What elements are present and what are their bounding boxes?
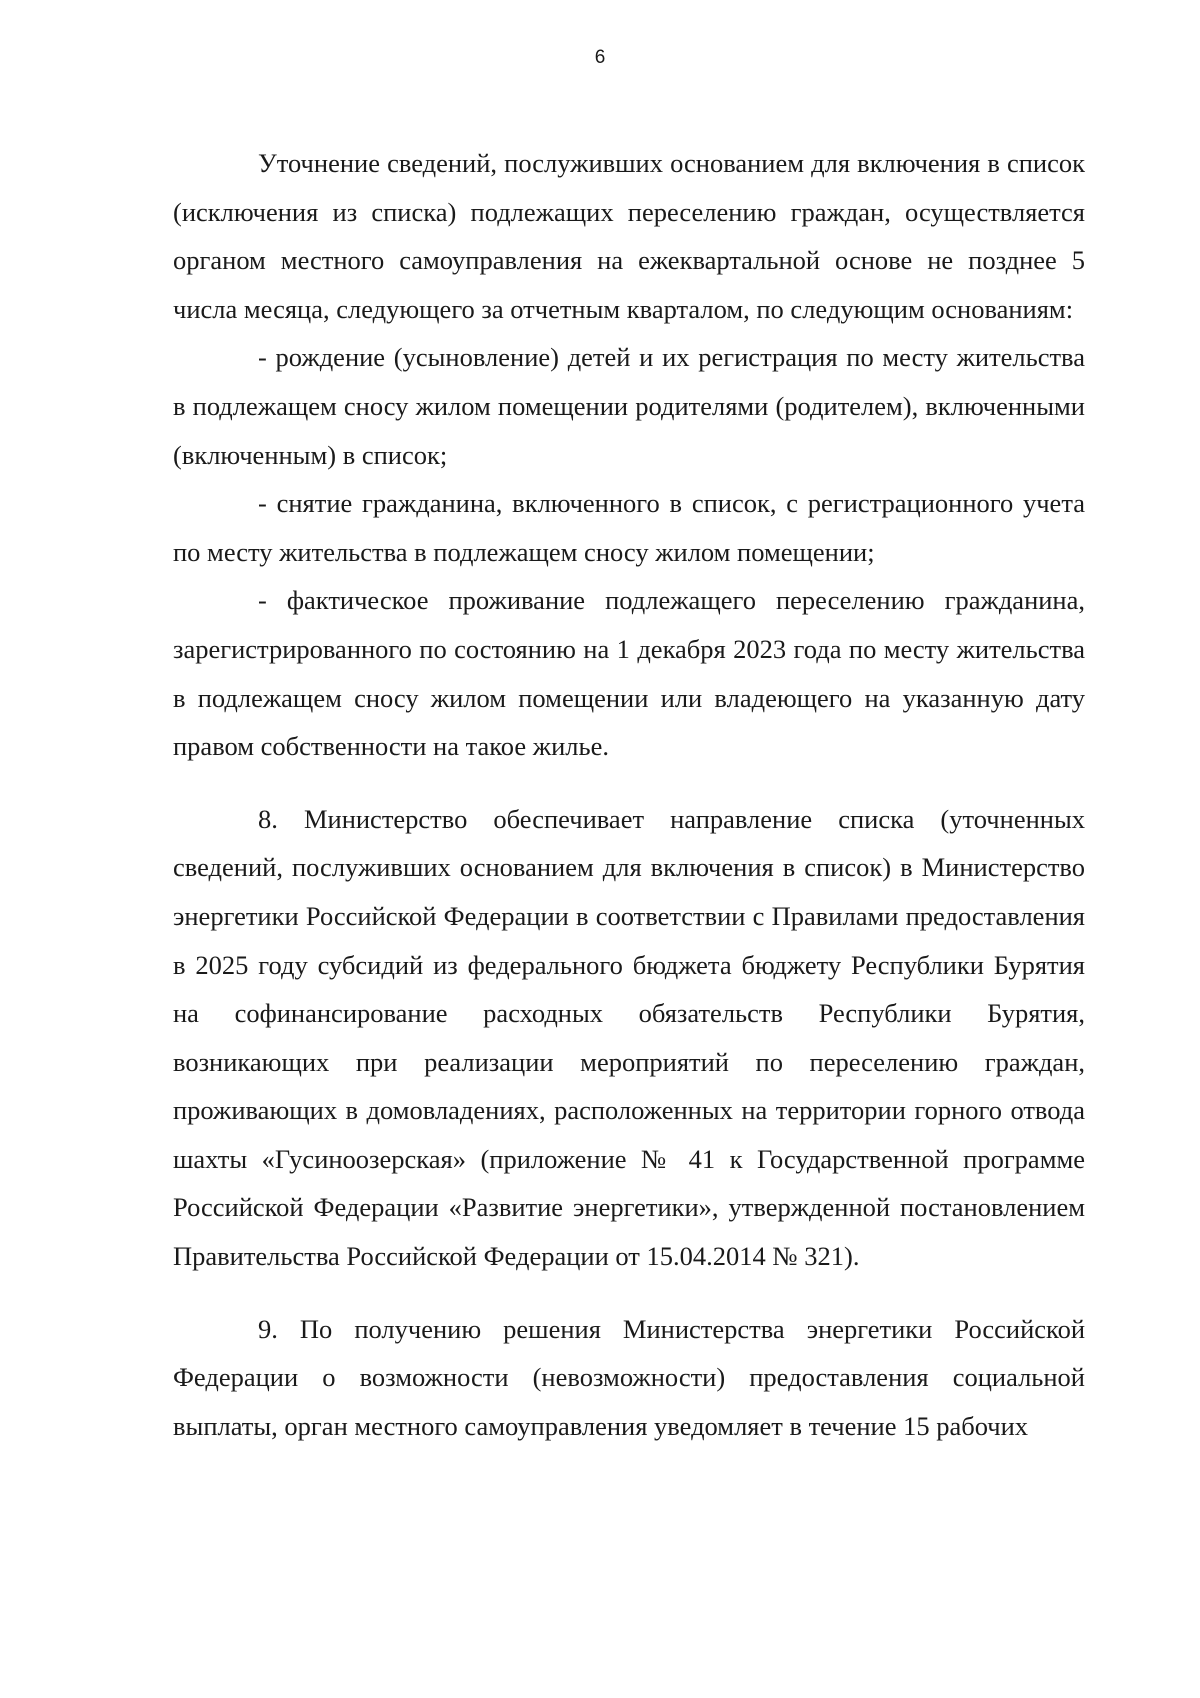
paragraph-section-8: 8. Министерство обеспечивает направление списка (уточненных сведений, послуживших основанием для включения в список) в Министерство энергетики Российской Федерации в соответствии с Правилами предоставления в 2025 году субсидий из федерального бюджета бюджету Республики Бурятия на софинансирование расходных обязательств Республики Бурятия, возникающих при реализации мероприятий по переселению граждан, проживающих в домовладениях, расположенных на территории горного отвода шахты «Гусиноозерская» (приложение № 41 к Государственной программе Российской Федерации «Развитие энергетики», утвержденной постановлением Правительства Российской Федерации от 15.04.2014 № 321). (173, 803, 1085, 1272)
paragraph-item-actual-residence: - фактическое проживание подлежащего переселению гражданина, зарегистрированного по состоянию на 1 декабря 2023 года по месту жительства в подлежащем сносу жилом помещении или владеющего на указанную дату правом собственности на такое жилье. (173, 585, 1085, 762)
paragraph-item-birth-adoption: - рождение (усыновление) детей и их регистрация по месту жительства в подлежащем сносу жилом помещении родителями (родителем), включенными (включенным) в список; (173, 342, 1085, 470)
paragraph-section-9: 9. По получению решения Министерства энергетики Российской Федерации о возможности (невозможности) предоставления социальной выплаты, орган местного самоуправления уведомляет в течение 15 рабочих (173, 1313, 1085, 1441)
page-number: 6 (594, 47, 606, 68)
document-body (173, 139, 1085, 1450)
paragraph-item-deregistration: - снятие гражданина, включенного в список, с регистрационного учета по месту жительства в подлежащем сносу жилом помещении; (173, 488, 1085, 567)
paragraph-clarification-intro: Уточнение сведений, послуживших основанием для включения в список (исключения из списка) подлежащих переселению граждан, осуществляется органом местного самоуправления на ежеквартальной основе не позднее 5 числа месяца, следующего за отчетным кварталом, по следующим основаниям: (173, 148, 1085, 324)
